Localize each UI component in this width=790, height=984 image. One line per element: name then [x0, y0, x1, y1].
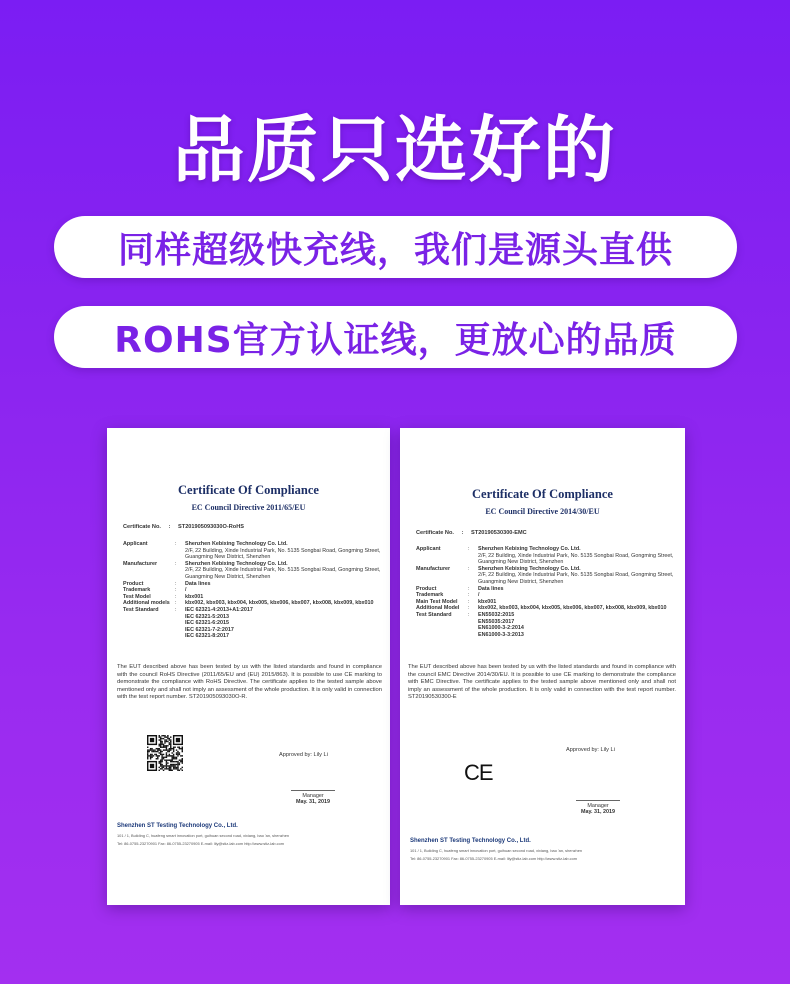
field-separator: :: [175, 541, 177, 547]
field-label: Additional models: [123, 600, 170, 607]
approved-by: Approved by: Lily Li: [566, 747, 615, 753]
qr-code-icon: [147, 735, 183, 771]
field-value: kbx002, kbx003, kbx004, kbx005, kbx006, kbx007, kbx008, kbx009, kbx010: [185, 600, 374, 607]
field-separator: :: [468, 611, 470, 618]
manager-signature-block: [285, 790, 341, 805]
certificate-field-row: [416, 599, 674, 606]
field-value: Data lines: [478, 585, 504, 592]
certificate-field-row: [416, 612, 674, 638]
ce-mark-icon: CE: [464, 760, 493, 785]
issue-date: May. 31, 2019: [580, 809, 616, 815]
certificate-field-row: [123, 561, 381, 581]
certificate-statement: The EUT described above has been tested by us with the listed standards and found in compliance with the council EMC Directive 2014/30/EU. It is possible to use CE marking to demonstrate the compliance with EMC Directive. The certificate applies to the tested sample above mentioned only and shall not imply an assessment of the whole production. It is only valid in connection with the test report number. ST20190530300-E: [408, 664, 676, 701]
field-value: Data lines: [185, 580, 211, 587]
field-label: Test Standard: [123, 606, 159, 613]
feature-pill-rohs: ROHS官方认证线，更放心的品质: [54, 306, 737, 368]
certificate-field-row: [416, 566, 674, 586]
field-label: Trademark: [416, 592, 444, 599]
field-separator: :: [175, 606, 177, 613]
field-value: kbx001: [478, 598, 497, 605]
issuer-company: Shenzhen ST Testing Technology Co., Ltd.: [117, 823, 238, 829]
feature-pill-source: 同样超级快充线，我们是源头直供: [54, 216, 737, 278]
manager-label: Manager: [302, 793, 324, 799]
approved-by: Approved by: Lily Li: [279, 752, 328, 758]
certificate-field-row: [416, 586, 674, 593]
certificate-statement: The EUT described above has been tested by us with the listed standards and found in compliance with the council RoHS Directive (2011/65/EU and (EU) 2015/863). It is possible to use CE marking to demonstrate the compliance with RoHS Directive. The certificate applies to the tested sample above mentioned only and shall not imply an assessment of the whole production. It is only valid in connection with the test report number. ST201905093030O-R.: [117, 664, 382, 701]
field-separator: :: [468, 605, 470, 612]
field-value: kbx002, kbx003, kbx004, kbx005, kbx006, kbx007, kbx008, kbx009, kbx010: [478, 605, 667, 612]
field-value: Shenzhen Kebixing Technology Co. Ltd. 2/F, 22 Building, Xinde Industrial Park, No. 5135 Songbai Road, Gongming Street, Guangming New District, Shenzhen: [478, 565, 674, 585]
field-value: EN55032:2015 EN55035:2017 EN61000-3-2:2014 EN61000-3-3:2013: [478, 611, 524, 638]
field-separator: :: [468, 592, 470, 599]
certificate-field-row: [416, 592, 674, 599]
certificate-number: Certificate No. : ST201905093030O-RoHS: [123, 524, 244, 530]
field-label: Applicant: [416, 546, 441, 552]
field-value: kbx001: [185, 593, 204, 600]
emc-certificate: [400, 428, 685, 905]
certificate-number-value: ST201905093030O-RoHS: [178, 524, 244, 530]
certificate-title: Certificate Of Compliance: [472, 487, 613, 501]
certificate-field-row: [123, 581, 381, 588]
certificate-field-row: [123, 541, 381, 561]
issuer-contact: Tel: 86-0755-23270901 Fax: 86-0755-23270905 E-mail: lily@stiz-lab.com http://www.stiz-lab.com: [117, 841, 285, 846]
field-separator: :: [468, 546, 470, 552]
certificate-subtitle: EC Council Directive 2011/65/EU: [191, 503, 306, 512]
certificate-number: Certificate No. : ST20190530300-EMC: [416, 530, 527, 536]
certificate-number-label: Certificate No.: [123, 524, 161, 530]
certificate-field-row: [123, 607, 381, 640]
field-label: Manufacturer: [123, 560, 158, 567]
issuer-address: 101 / 1, Building C, huafeng smart innovation port, guihuan second road, xixiang, bao 'an, shenzhen: [117, 833, 290, 838]
issuer-address: 101 / 1, Building C, huafeng smart innovation port, guihuan second road, xixiang, bao 'an, shenzhen: [410, 848, 583, 853]
field-value: /: [185, 587, 187, 594]
field-separator: :: [175, 600, 177, 607]
certificate-fields: [123, 541, 381, 640]
field-label: Main Test Model: [416, 598, 458, 605]
field-separator: :: [175, 580, 177, 587]
field-value: Shenzhen Kebixing Technology Co. Ltd. 2/F, 22 Building, Xinde Industrial Park, No. 5135 Songbai Road, Gongming Street, Guangming New District, Shenzhen: [478, 546, 674, 566]
field-label: Test Model: [123, 593, 151, 600]
certificate-field-row: [123, 600, 381, 607]
issuer-company: Shenzhen ST Testing Technology Co., Ltd.: [410, 838, 531, 844]
signature-line: [576, 800, 620, 801]
certificate-subtitle: EC Council Directive 2014/30/EU: [485, 507, 600, 516]
field-separator: :: [175, 560, 177, 567]
manager-label: Manager: [587, 803, 609, 809]
issuer-contact: Tel: 86-0755-23270901 Fax: 86-0755-23270905 E-mail: lily@stiz-lab.com http://www.stiz-lab.com: [410, 856, 578, 861]
field-value: /: [478, 592, 480, 599]
certificate-fields: [416, 546, 674, 638]
certificate-number-label: Certificate No.: [416, 530, 454, 536]
field-label: Applicant: [123, 541, 148, 547]
field-label: Product: [123, 580, 144, 587]
certificate-title: Certificate Of Compliance: [178, 483, 319, 497]
field-value: Shenzhen Kebixing Technology Co. Ltd. 2/F, 22 Building, Xinde Industrial Park, No. 5135 Songbai Road, Gongming Street, Guangming New District, Shenzhen: [185, 541, 381, 561]
field-separator: :: [468, 598, 470, 605]
field-label: Test Standard: [416, 611, 452, 618]
field-label: Additional Model: [416, 605, 460, 612]
field-separator: :: [175, 587, 177, 594]
signature-line: [291, 790, 335, 791]
manager-signature-block: [570, 800, 626, 815]
issue-date: May. 31, 2019: [295, 799, 331, 805]
rohs-certificate: [107, 428, 390, 905]
field-value: Shenzhen Kebixing Technology Co. Ltd. 2/F, 22 Building, Xinde Industrial Park, No. 5135 Songbai Road, Gongming Street, Guangming New District, Shenzhen: [185, 560, 381, 580]
field-separator: :: [468, 565, 470, 572]
field-value: IEC 62321-4:2013+A1:2017 IEC 62321-5:2013 IEC 62321-6:2015 IEC 62321-7-2:2017 IEC 62321-8:2017: [185, 606, 253, 640]
certificate-field-row: [123, 594, 381, 601]
field-separator: :: [175, 593, 177, 600]
certificate-field-row: [416, 546, 674, 566]
field-label: Manufacturer: [416, 565, 451, 572]
field-separator: :: [468, 585, 470, 592]
certificate-field-row: [123, 587, 381, 594]
field-label: Trademark: [123, 587, 151, 594]
field-label: Product: [416, 585, 437, 592]
page-headline: 品质只选好的: [172, 108, 617, 192]
certificate-field-row: [416, 605, 674, 612]
certificate-number-value: ST20190530300-EMC: [471, 530, 527, 536]
